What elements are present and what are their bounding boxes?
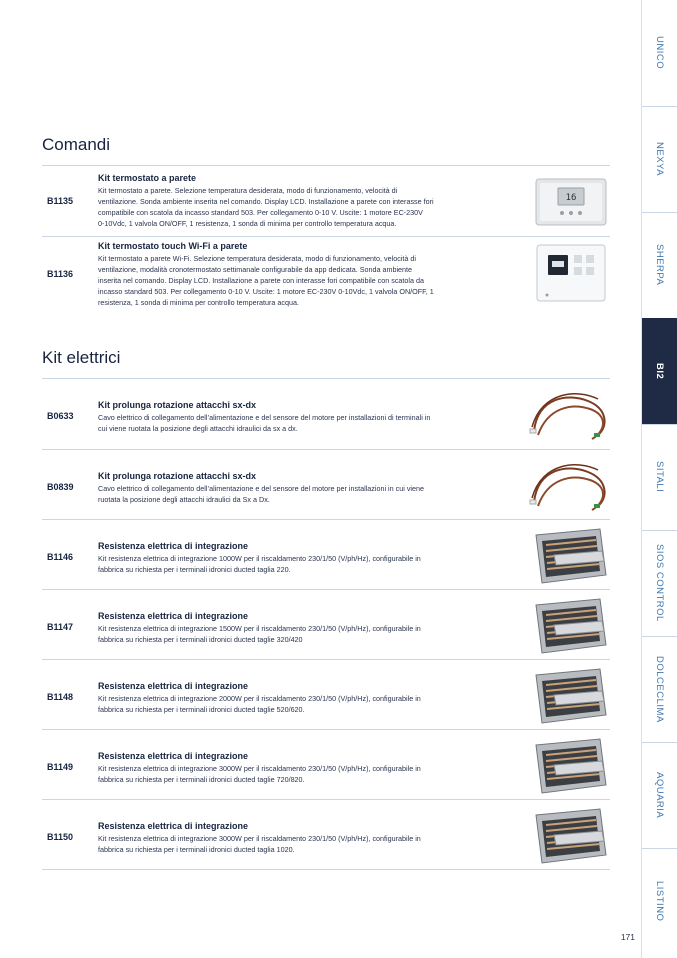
product-description-line: Kit termostato a parete Wi-Fi. Selezione temperatura desiderata, modo di funzionamento, velocità di — [98, 254, 417, 263]
electric-heater-image — [530, 735, 610, 797]
tab-label: DOLCECLIMA — [654, 655, 665, 723]
product-description-line: cui viene ruotata la posizione degli attacchi idraulici da sx a dx. — [98, 424, 298, 433]
product-title: Resistenza elettrica di integrazione — [98, 821, 249, 831]
product-row-b1150 — [42, 800, 610, 870]
tab-label: AQUARIA — [654, 771, 665, 819]
product-row-b0633 — [42, 379, 610, 449]
electric-heater-image — [530, 525, 610, 587]
product-description-line: inserita nel comando. Display LCD. Installazione a parete con interasse fori compatibile con scatola da — [98, 276, 425, 285]
product-description-line: Kit resistenza elettrica di integrazione 3000W per il riscaldamento 230/1/50 (V/ph/Hz), configurabile in — [98, 764, 421, 773]
product-description-line: resistenza, 1 sonda di minima per controllo temperatura acqua. — [98, 298, 299, 307]
divider — [42, 869, 610, 870]
product-row-b1149 — [42, 730, 610, 800]
product-description-line: Cavo elettrico di collegamento dell’alimentazione e del sensore del motore per installazioni in cui viene — [98, 484, 425, 493]
tab-aquaria[interactable] — [642, 742, 677, 849]
tab-label: NEXYA — [654, 141, 665, 176]
section-sidebar — [641, 0, 677, 958]
product-row-b0839 — [42, 450, 610, 520]
tab-sios-control[interactable] — [642, 530, 677, 637]
product-title: Resistenza elettrica di integrazione — [98, 751, 249, 761]
product-title: Kit termostato a parete — [98, 173, 197, 183]
product-description-line: fabbrica su richiesta per i terminali idronici ducted taglie 720/820. — [98, 775, 305, 784]
product-row-b1146 — [42, 520, 610, 590]
product-title: Kit prolunga rotazione attacchi sx-dx — [98, 471, 257, 481]
tab-label: SITALI — [654, 461, 665, 493]
page-number: 171 — [620, 932, 635, 942]
extension-cable-image — [528, 458, 610, 514]
electric-heater-image — [530, 595, 610, 657]
product-code: B1146 — [47, 552, 74, 562]
product-code: B1149 — [47, 762, 74, 772]
product-description-line: ruotata la posizione degli attacchi idraulici da Sx a Dx. — [98, 495, 270, 504]
product-description-line: fabbrica su richiesta per i terminali idronici ducted taglia 1020. — [98, 845, 295, 854]
tab-bi2[interactable] — [642, 318, 677, 425]
extension-cable-image — [528, 387, 610, 443]
section-title-comandi: Comandi — [42, 135, 111, 154]
tab-label: LISTINO — [654, 880, 665, 922]
product-title: Kit termostato touch Wi-Fi a parete — [98, 241, 248, 251]
product-title: Resistenza elettrica di integrazione — [98, 541, 249, 551]
product-description-line: Cavo elettrico di collegamento dell’alimentazione e del sensore del motore per installazioni di terminali in — [98, 413, 431, 422]
product-code: B0839 — [47, 482, 74, 492]
product-title: Kit prolunga rotazione attacchi sx-dx — [98, 400, 257, 410]
product-code: B1135 — [47, 196, 74, 206]
tab-sitali[interactable] — [642, 424, 677, 531]
product-row-b1148 — [42, 660, 610, 730]
product-code: B1148 — [47, 692, 74, 702]
product-description-line: ventilazione. Sonda ambiente inserita nel comando. Display LCD. Installazione a parete con interasse fori — [98, 197, 434, 206]
tab-unico[interactable] — [642, 0, 677, 107]
tab-sherpa[interactable] — [642, 212, 677, 319]
electric-heater-image — [530, 665, 610, 727]
product-row-b1136 — [42, 237, 610, 312]
tab-dolceclima[interactable] — [642, 636, 677, 743]
product-description-line: Kit resistenza elettrica di integrazione 1000W per il riscaldamento 230/1/50 (V/ph/Hz), configurabile in — [98, 554, 421, 563]
tab-label: SHERPA — [654, 244, 665, 286]
tab-label: BI2 — [654, 362, 665, 380]
tab-nexya[interactable] — [642, 106, 677, 213]
product-description-line: Kit resistenza elettrica di integrazione 3000W per il riscaldamento 230/1/50 (V/ph/Hz), configurabile in — [98, 834, 421, 843]
tab-label: UNICO — [654, 36, 665, 70]
product-description-line: compatibile con scatola da incasso standard 503. Per collegamento 0-10 V. Uscite: 1 motore EC-230V — [98, 208, 423, 217]
product-title: Resistenza elettrica di integrazione — [98, 611, 249, 621]
tab-listino[interactable] — [642, 848, 677, 954]
product-code: B1136 — [47, 269, 74, 279]
product-description-line: ventilazione, modalità cronotermostato settimanale configurabile da app dedicata. Sonda ambiente — [98, 265, 413, 274]
product-row-b1135 — [42, 166, 610, 236]
product-description-line: fabbrica su richiesta per i terminali idronici ducted taglie 520/620. — [98, 705, 305, 714]
product-description-line: fabbrica su richiesta per i terminali idronici ducted taglie 320/420 — [98, 635, 303, 644]
product-code: B0633 — [47, 411, 74, 421]
thermostat-display-text: 16 — [565, 193, 577, 203]
product-row-b1147 — [42, 590, 610, 660]
section-title-kit-elettrici: Kit elettrici — [42, 348, 121, 367]
product-description-line: Kit resistenza elettrica di integrazione 1500W per il riscaldamento 230/1/50 (V/ph/Hz), configurabile in — [98, 624, 421, 633]
product-description-line: 0-10Vdc, 1 valvola ON/OFF, 1 resistenza, 1 sonda di minima per controllo temperatura acqua. — [98, 219, 397, 228]
tab-label: SIOS CONTROL — [654, 544, 665, 622]
product-title: Resistenza elettrica di integrazione — [98, 681, 249, 691]
product-code: B1150 — [47, 832, 74, 842]
product-description-line: Kit resistenza elettrica di integrazione 2000W per il riscaldamento 230/1/50 (V/ph/Hz), configurabile in — [98, 694, 421, 703]
wall-thermostat-image — [532, 176, 610, 228]
product-description-line: fabbrica su richiesta per i terminali idronici ducted taglia 220. — [98, 565, 291, 574]
product-description-line: incasso standard 503. Per collegamento 0-10 V. Uscite: 1 motore EC-230V 0-10Vdc, 1 valvola ON/OFF, 1 — [98, 287, 434, 296]
electric-heater-image — [530, 805, 610, 867]
product-description-line: Kit termostato a parete. Selezione temperatura desiderata, modo di funzionamento, velocità di — [98, 186, 398, 195]
touch-wifi-thermostat-image — [532, 243, 610, 303]
product-code: B1147 — [47, 622, 74, 632]
